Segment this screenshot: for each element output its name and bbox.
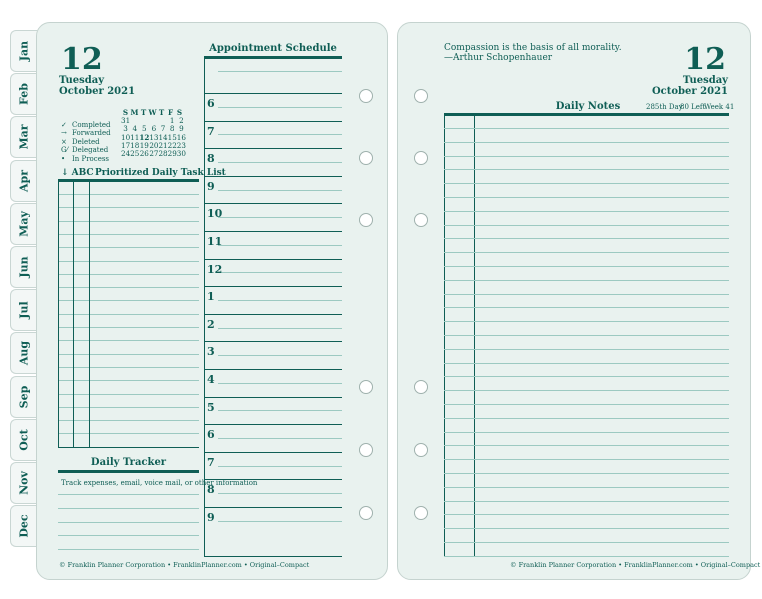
daily-notes-title: Daily Notes (555, 101, 621, 112)
calendar-day: 9 (179, 124, 184, 134)
calendar-day: 14 (158, 132, 168, 142)
daily-tracker-hint: Track expenses, email, voice mail, or other information (61, 479, 258, 487)
hour-label: 1 (207, 290, 215, 304)
quote-text: Compassion is the basis of all morality. (444, 43, 622, 53)
calendar-day: 13 (149, 132, 159, 142)
binder-hole (359, 89, 373, 103)
calendar-day: 25 (130, 149, 140, 159)
right-page (397, 22, 761, 580)
legend-label: In Process (72, 154, 110, 163)
binder-hole (359, 213, 373, 227)
calendar-weekday-header: T (140, 108, 147, 117)
month-tab-label: Jul (17, 301, 31, 319)
calendar-day: 2 (179, 116, 184, 126)
appointment-schedule-area[interactable] (204, 58, 342, 556)
calendar-weekday-header: W (148, 108, 157, 117)
legend-item (61, 155, 111, 163)
month-tab-label: Dec (17, 514, 31, 538)
legend-symbol: → (61, 129, 67, 138)
binder-hole (414, 380, 428, 394)
hour-label: 9 (207, 179, 215, 193)
hour-label: 5 (207, 400, 215, 414)
calendar-day: 31 (121, 116, 131, 126)
binder-hole (359, 151, 373, 165)
days-left: 80 Left (680, 103, 706, 111)
binder-hole (414, 89, 428, 103)
hour-label: 8 (207, 483, 215, 497)
calendar-day: 6 (151, 124, 157, 134)
month-tab-dec[interactable] (10, 505, 37, 547)
calendar-day: 26 (139, 149, 149, 159)
calendar-day: 8 (169, 124, 175, 134)
right-month-year: October 2021 (651, 86, 728, 97)
legend-label: Forwarded (72, 129, 111, 138)
task-status-legend (61, 121, 111, 163)
calendar-day: 29 (167, 149, 177, 159)
hour-label: 8 (207, 152, 215, 166)
left-weekday: Tuesday (59, 75, 105, 86)
calendar-day: 23 (176, 140, 186, 150)
day-of-year: 285th Day (646, 103, 683, 111)
legend-label: Completed (72, 121, 111, 129)
month-tab-mar[interactable] (10, 116, 37, 158)
month-tab-may[interactable] (10, 203, 37, 245)
month-tab-jun[interactable] (10, 246, 37, 288)
task-list-area[interactable] (58, 181, 199, 447)
month-tab-feb[interactable] (10, 73, 37, 115)
left-page (36, 22, 388, 580)
hour-label: 7 (207, 124, 215, 138)
month-tab-nov[interactable] (10, 462, 37, 504)
daily-notes-area[interactable] (444, 115, 729, 556)
calendar-day: 5 (142, 124, 147, 134)
month-tab-label: Apr (17, 169, 31, 192)
legend-symbol: • (61, 154, 66, 163)
calendar-weekday-header: M (130, 108, 139, 117)
month-tab-label: Mar (17, 124, 31, 150)
legend-symbol: G⁄ (61, 146, 68, 155)
calendar-day: 17 (121, 140, 131, 150)
calendar-day: 30 (176, 149, 186, 159)
binder-hole (359, 506, 373, 520)
calendar-day: 15 (167, 132, 177, 142)
calendar-weekday-header: S (176, 108, 183, 117)
legend-symbol: ✓ (61, 121, 67, 129)
hour-label: 2 (207, 317, 215, 331)
month-tab-label: Aug (17, 341, 31, 366)
calendar-day: 7 (160, 124, 166, 134)
binder-hole (414, 506, 428, 520)
hour-label: 9 (207, 511, 215, 524)
legend-item (61, 146, 111, 154)
hour-label: 12 (207, 262, 223, 276)
right-footer: © Franklin Planner Corporation • FranklinPlanner.com • Original–Compact (510, 561, 761, 569)
appointment-schedule-title: Appointment Schedule (209, 43, 337, 54)
month-tab-aug[interactable] (10, 332, 37, 374)
binder-hole (414, 151, 428, 165)
week-number: Week 41 (704, 103, 735, 111)
daily-tracker-title: Daily Tracker (90, 457, 167, 468)
month-tab-label: Feb (17, 83, 31, 106)
calendar-day: 22 (167, 140, 177, 150)
calendar-day: 28 (158, 149, 168, 159)
calendar-day: 19 (139, 140, 149, 150)
binder-hole (359, 443, 373, 457)
month-tab-oct[interactable] (10, 419, 37, 461)
calendar-day: 4 (132, 124, 138, 134)
calendar-day: 10 (121, 132, 131, 142)
month-tab-jan[interactable] (10, 30, 37, 72)
calendar-day: 27 (149, 149, 159, 159)
calendar-day: 24 (121, 149, 131, 159)
hour-label: 7 (207, 455, 215, 469)
month-tab-label: Jan (17, 40, 31, 62)
month-tab-label: Oct (17, 429, 31, 451)
legend-symbol: × (61, 137, 67, 146)
left-day-number: 12 (61, 42, 103, 77)
legend-item (61, 129, 111, 137)
calendar-day: 18 (130, 140, 140, 150)
right-weekday: Tuesday (682, 75, 728, 86)
hour-label: 10 (207, 207, 223, 221)
calendar-weekday-header: F (167, 108, 174, 117)
legend-label: Deleted (72, 137, 100, 146)
task-list-prefix: ↓ ABC (61, 168, 94, 178)
calendar-day: 20 (149, 140, 159, 150)
hour-label: 3 (207, 345, 215, 359)
daily-tracker-area[interactable] (58, 472, 199, 556)
hour-label: 6 (207, 428, 215, 442)
calendar-weekday-header: T (158, 108, 165, 117)
calendar-day: 1 (169, 116, 175, 126)
left-footer: © Franklin Planner Corporation • FranklinPlanner.com • Original–Compact (59, 561, 310, 569)
calendar-weekday-header: S (122, 108, 129, 117)
mini-calendar (121, 109, 186, 158)
month-tab-label: Nov (17, 471, 31, 495)
hour-label: 6 (207, 97, 215, 110)
month-tab-apr[interactable] (10, 160, 37, 202)
calendar-day: 12 (139, 132, 150, 142)
legend-item (61, 121, 111, 129)
calendar-day: 11 (130, 132, 140, 142)
task-list-title: Prioritized Daily Task List (95, 168, 226, 178)
right-day-number: 12 (684, 42, 726, 77)
month-tab-label: Jun (17, 256, 31, 278)
binder-hole (359, 380, 373, 394)
binder-hole (414, 213, 428, 227)
binder-hole (414, 443, 428, 457)
month-tab-label: May (17, 210, 31, 237)
hour-label: 11 (207, 235, 223, 248)
left-month-year: October 2021 (59, 86, 136, 97)
hour-label: 4 (207, 373, 215, 386)
calendar-day: 21 (158, 140, 168, 150)
legend-item (61, 138, 111, 146)
month-tab-sep[interactable] (10, 376, 37, 418)
quote-author: —Arthur Schopenhauer (444, 53, 553, 63)
month-tab-label: Sep (17, 385, 31, 408)
legend-label: Delegated (72, 146, 109, 155)
calendar-day: 16 (176, 132, 186, 142)
calendar-day: 3 (123, 124, 128, 134)
month-tab-jul[interactable] (10, 289, 37, 331)
